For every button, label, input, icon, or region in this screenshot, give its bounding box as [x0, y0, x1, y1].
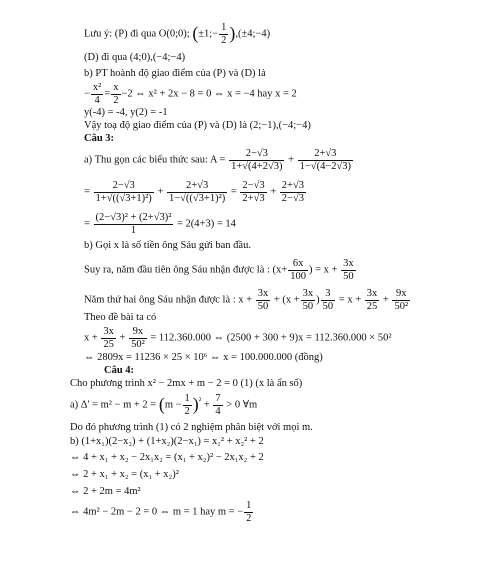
note-part2: ,(±4;−4) [235, 28, 271, 40]
fraction-c4-half: $\frac{1}{2}$ [184, 393, 190, 417]
fraction-s3: $\frac{2-√3}{2+√3}$ [242, 180, 265, 204]
paren-open: ( [192, 23, 199, 44]
fraction-y2-4: $\frac{3x}{25}$ [366, 288, 378, 312]
c4-b-step1: ⇔ 4 + x₁ + x₂ − 2x₁x₂ = (x₁ + x₂)² − 2x₁x₂ + 2 [70, 452, 264, 463]
note-part1: ±1;− [198, 28, 219, 40]
part-b3: b) Gọi x là số tiền ông Sáu gửi ban đầu. [84, 240, 251, 251]
fraction-3x-50: $\frac{3x}{50}$ [343, 258, 354, 282]
part-a3: a) Thu gọn các biểu thức sau: A = $\frac{2-√3}{1+√(4+2√3)}$ + $\frac{2+√3}{1-√(4-2√3)}$ [84, 148, 352, 172]
c4-part-a: a) Δ' = m² − m + 2 = (m − $\frac{1}{2}$ )$^{^2}$ + $\frac{7}{4}$ > 0 ∀m [70, 393, 258, 417]
fraction-y2-1: $\frac{3x}{50}$ [257, 288, 269, 312]
main-equation: x + $\frac{3x}{25}$ + $\frac{9x}{\text{50²}}$ = 112.360.000 ⇔ (2500 + 300 + 9)x = 112.360.000 × 50² [84, 326, 392, 350]
fraction-y2-3: $\frac{3}{50}$ [322, 288, 334, 312]
note-line [84, 22, 270, 46]
c4-part-b: b) (1+x₁)(2−x₂) + (1+x₂)(2−x₁) = x₁² + x₂² + 2 [70, 436, 264, 447]
fraction-s2: $\frac{2+√3}{\text{1−√((√3+1)²)}}$ [168, 180, 226, 204]
fraction-main-1: $\frac{3x}{25}$ [103, 326, 114, 350]
fraction-term2: $\frac{2+√3}{1-√(4-2√3)}$ [299, 148, 352, 172]
fraction-6x-100: $\frac{6x}{100}$ [290, 258, 306, 282]
c4-b-step2: ⇔ 2 + x₁ + x₂ = (x₁ + x₂)² [70, 469, 179, 480]
fraction-final-half: $\frac{1}{2}$ [246, 500, 252, 524]
year1-line: Suy ra, năm đầu tiên ông Sáu nhận được là : (x+ $\frac{6x}{100}$ ) = x + $\frac{3x}{50}$ [84, 258, 354, 282]
fraction-s4: $\frac{2+√3}{2-√3}$ [281, 180, 304, 204]
c4-line: Cho phương trình x² − 2mx + m − 2 = 0 (1) (x là ẩn số) [70, 378, 303, 389]
fraction-x-2: $\frac{x}{2}$ [113, 82, 119, 106]
step-2: = $\frac{\text{(2−√3)² + (2+√3)²}}{1}$ = 2(4+3) = 14 [84, 212, 236, 236]
c4-conclusion: Do đó phương trình (1) có 2 nghiệm phân biệt với mọi m. [70, 422, 313, 433]
fraction-half: $\frac{1}{2}$ [221, 22, 227, 46]
note-prefix: Lưu ý: (P) đi qua O(0;0); [84, 28, 190, 40]
intersections-line: Vậy toạ độ giao điểm của (P) và (D) là (2;−1),(−4;−4) [84, 120, 311, 131]
fraction-y2-5: $\frac{9x}{\text{50²}}$ [394, 288, 409, 312]
fraction-x2-4: $\frac{\text{x²}}{4}$ [92, 82, 102, 106]
year2-line: Năm thứ hai ông Sáu nhận được là : x + $\frac{3x}{50}$ + (x + $\frac{3x}{50}$ ) $\frac{3}{50}$ = x + $\frac{3x}{25}$ + $\frac{9x}{\text{50²}}$ [84, 288, 409, 312]
values-line: y(-4) = -4, y(2) = -1 [84, 107, 168, 118]
heading-cau4: Câu 4: [104, 365, 135, 376]
final-equation: ⇔ 2809x = 11236 × 25 × 10⁶ ⇔ x = 100.000.000 (đồng) [84, 352, 323, 363]
c4-b-step3: ⇔ 2 + 2m = 4m² [70, 486, 141, 497]
heading-cau3: Câu 3: [84, 133, 115, 144]
line-D: (D) đi qua (4;0),(−4;−4) [84, 52, 186, 63]
part-b-title: b) PT hoành độ giao điểm của (P) và (D) là [84, 68, 266, 79]
fraction-term1: $\frac{2-√3}{1+√(4+2√3)}$ [231, 148, 283, 172]
fraction-y2-2: $\frac{3x}{50}$ [302, 288, 314, 312]
paren-close: ) [229, 23, 236, 44]
fraction-main-2: $\frac{9x}{\text{50²}}$ [131, 326, 145, 350]
fraction-s1: $\frac{2-√3}{\text{1+√((√3+1)²)}}$ [95, 180, 152, 204]
c4-b-step4: ⇔ 4m² − 2m − 2 = 0 ⇔ m = 1 hay m = − $\frac{1}{2}$ [70, 500, 252, 524]
fraction-step2: $\frac{\text{(2−√3)² + (2+√3)²}}{1}$ [95, 212, 172, 236]
fraction-c4-74: $\frac{7}{4}$ [215, 393, 221, 417]
step-1: = $\frac{2-√3}{\text{1+√((√3+1)²)}}$ + $\frac{2+√3}{\text{1−√((√3+1)²)}}$ = $\frac{2-√3}{2+√3}$ + $\frac{2+√3}{2-√3}$ [84, 180, 304, 204]
equation-1: − $\frac{\text{x²}}{4}$ = $\frac{x}{2}$ −2 ⇔ x² + 2x − 8 = 0 ⇔ x = −4 hay x = 2 [84, 82, 297, 106]
theo-line: Theo đề bài ta có [84, 312, 157, 323]
